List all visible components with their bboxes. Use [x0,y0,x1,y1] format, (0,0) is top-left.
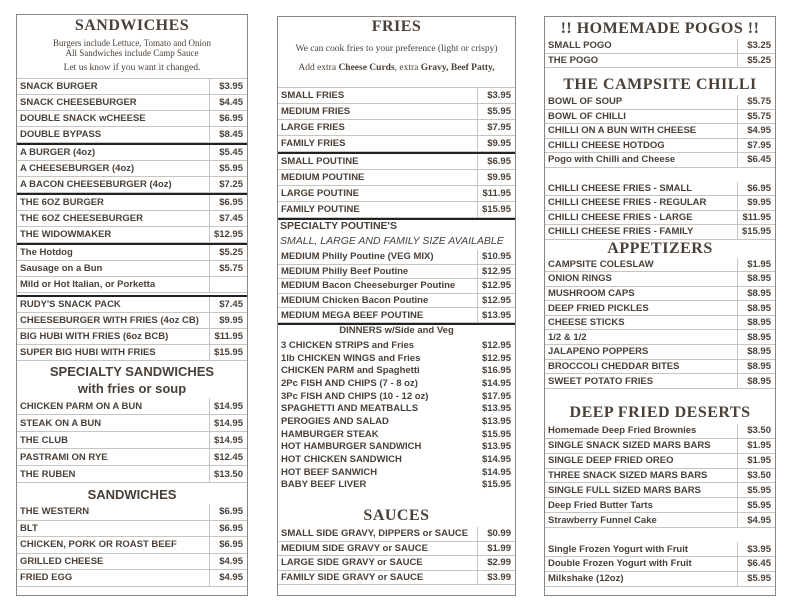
item-name: BROCCOLI CHEDDAR BITES [548,360,680,372]
item-name: CAMPSITE COLESLAW [548,258,654,270]
item-price: $7.25 [209,177,247,192]
menu-item [545,439,775,454]
item-name: Pogo with Chilli and Cheese [548,154,676,166]
item-price: $5.95 [477,104,515,119]
item-price: $6.95 [737,182,775,196]
sandwiches-title: SANDWICHES [74,17,190,34]
item-name: SMALL FRIES [281,90,345,101]
item-price: $6.95 [209,521,247,537]
menu-item [545,196,775,211]
item-price [209,277,247,292]
item-name: SMALL POGO [548,40,612,52]
menu-item [278,186,515,202]
item-price: $12.95 [477,279,515,293]
item-name: MEDIUM Chicken Bacon Poutine [281,295,429,307]
menu-item [278,466,515,479]
item-name: LARGE POUTINE [281,188,360,199]
item-price: $5.95 [737,572,775,586]
item-price: $2.99 [477,556,515,570]
menu-item [545,124,775,139]
deserts-list [545,424,775,528]
item-name: SUPER BIG HUBI WITH FRIES [20,347,156,358]
menu-item [278,527,515,542]
menu-item [278,390,515,403]
sandwich-list [17,504,247,587]
menu-item [545,225,775,240]
pogo-list [545,39,775,68]
item-name: The Hotdog [20,247,73,258]
menu-item [17,345,247,361]
item-name: CHILLI CHEESE FRIES - REGULAR [548,197,707,209]
item-price: $7.95 [737,139,775,153]
item-name: HOT HAMBURGER SANDWICH [281,441,422,453]
menu-item [278,542,515,557]
appetizers-title: APPETIZERS [607,239,713,257]
menu-item [545,330,775,345]
fries-note: We can cook fries to your preference (light or crispy) [295,44,498,54]
item-price: $6.95 [209,111,247,126]
item-price: $13.95 [477,308,515,322]
item-name: FRIED EGG [20,572,73,584]
item-name: SINGLE DEEP FRIED OREO [548,455,674,467]
menu-item [278,453,515,466]
menu-item [545,498,775,513]
item-name: LARGE FRIES [281,122,345,133]
specialty-sandwich-list [17,398,247,483]
menu-item [17,211,247,227]
menu-item [545,301,775,316]
menu-item [17,415,247,432]
appetizers-list [545,258,775,389]
item-price: $17.95 [481,390,511,402]
item-name: HAMBURGER STEAK [281,428,379,440]
item-price: $11.95 [477,186,515,201]
item-name: BIG HUBI WITH FRIES (6oz BCB) [20,331,169,342]
menu-item [278,415,515,428]
item-name: 2Pc FISH AND CHIPS (7 - 8 oz) [281,377,418,389]
menu-item [278,428,515,441]
item-name: RUDY'S SNACK PACK [20,299,121,310]
menu-item [17,398,247,415]
menu-item [17,79,247,95]
item-name: Sausage on a Bun [20,263,103,274]
item-price: $6.95 [477,154,515,169]
menu-item [278,294,515,309]
item-price: $12.95 [481,352,511,364]
item-name: Strawberry Funnel Cake [548,514,657,526]
burger-note: Burgers include Lettuce, Tomato and Onion [52,38,211,48]
menu-item [545,345,775,360]
item-name: THE 6OZ CHEESEBURGER [20,213,143,224]
item-name: CHILLI ON A BUN WITH CHEESE [548,125,697,137]
item-price: $8.95 [737,287,775,301]
hotdog-list [17,243,247,293]
item-name: FAMILY POUTINE [281,204,360,215]
item-name: PASTRAMI ON RYE [20,451,108,463]
item-price: $15.95 [481,428,511,440]
item-name: 1/2 & 1/2 [548,331,587,343]
item-price: $8.95 [737,301,775,315]
item-price: $5.25 [737,54,775,68]
extras-note: Add extra Cheese Curds, extra Gravy, Beef Patty, [298,63,495,73]
item-price: $3.95 [737,542,775,556]
item-name: CHEESE STICKS [548,317,625,329]
menu-item [545,316,775,331]
menu-item [17,245,247,261]
item-price: $5.95 [209,161,247,176]
item-name: MEDIUM Bacon Cheeseburger Poutine [281,280,456,292]
item-name: SWEET POTATO FRIES [548,375,654,387]
pogos-panel [544,16,776,596]
item-price: $13.95 [481,403,511,415]
item-price: $11.95 [737,211,775,225]
item-price: $9.95 [209,313,247,328]
item-price: $5.75 [737,110,775,124]
burger-list [17,78,247,143]
item-name: HOT CHICKEN SANDWICH [281,454,402,465]
item-name: CHEESEBURGER WITH FRIES (4oz CB) [20,315,199,326]
item-price: $1.95 [737,454,775,468]
item-price: $11.95 [209,329,247,344]
burger-6oz-list [17,193,247,243]
item-price: $6.95 [209,537,247,553]
item-name: CHILLI CHEESE HOTDOG [548,139,665,151]
item-price: $15.95 [209,345,247,360]
menu-item [278,170,515,186]
specialty-poutine-list [278,250,515,323]
chilli-title: THE CAMPSITE CHILLI [563,76,757,93]
menu-item [17,466,247,483]
menu-item [17,449,247,466]
item-name: JALAPENO POPPERS [548,346,649,358]
item-name: Deep Fried Butter Tarts [548,499,653,511]
item-price: $13.95 [481,441,511,453]
item-price: $7.45 [209,297,247,312]
menu-item [17,145,247,161]
item-price: $10.95 [477,250,515,264]
item-price: $3.50 [737,469,775,483]
item-name: SPAGHETTI AND MEATBALLS [281,403,419,415]
item-price: $1.95 [737,258,775,272]
item-price: $1.99 [477,542,515,556]
item-name: MEDIUM MEGA BEEF POUTINE [281,309,424,321]
item-name: THE RUBEN [20,468,76,480]
menu-item [17,521,247,538]
sauces-list [278,527,515,585]
item-name: DEEP FRIED PICKLES [548,302,649,314]
menu-item [278,479,515,492]
menu-item [17,261,247,277]
item-name: ONION RINGS [548,273,612,285]
item-price: $5.75 [209,261,247,276]
item-price: $9.95 [477,170,515,185]
sauces-title: SAUCES [363,507,430,525]
menu-item [17,570,247,587]
menu-item [17,504,247,521]
item-name: BLT [20,522,38,534]
menu-item [278,104,515,120]
item-name: Milkshake (12oz) [548,573,624,585]
item-price: $7.95 [477,120,515,135]
item-name: 1lb CHICKEN WINGS and Fries [281,352,421,364]
dinners-title: DINNERS w/Side and Veg [339,324,454,336]
menu-item [278,308,515,323]
item-price: $8.95 [737,345,775,359]
item-price: $4.95 [737,513,775,527]
fries-title: FRIES [371,18,422,35]
menu-item [17,537,247,554]
menu-item [17,277,247,293]
menu-item [545,54,775,69]
sandwiches-panel [16,14,248,596]
menu-item [545,542,775,557]
item-price: $15.95 [737,225,775,239]
item-name: BOWL OF CHILLI [548,110,626,122]
item-price: $12.95 [481,339,511,351]
menu-item [545,139,775,154]
pogos-title: !! HOMEMADE POGOS !! [560,20,760,37]
menu-item [545,153,775,168]
item-price: $12.95 [209,227,247,242]
item-price: $0.99 [477,527,515,541]
item-price: $6.45 [737,153,775,167]
menu-item [278,265,515,280]
item-price: $6.95 [209,195,247,210]
specialty-poutine-subtitle: SMALL, LARGE AND FAMILY SIZE AVAILABLE [280,235,504,247]
item-name: CHILLI CHEESE FRIES - SMALL [548,182,693,194]
item-name: MEDIUM Philly Beef Poutine [281,265,409,277]
item-price: $14.95 [481,466,511,478]
item-price: $4.95 [209,554,247,570]
item-price: $9.95 [477,136,515,151]
item-name: FAMILY SIDE GRAVY or SAUCE [281,571,424,583]
menu-item [17,161,247,177]
specialty-sandwiches-title: SPECIALTY SANDWICHES [49,364,215,379]
menu-item [278,440,515,453]
item-name: MUSHROOM CAPS [548,287,635,299]
menu-item [545,483,775,498]
menu-item [278,339,515,352]
item-name: Single Frozen Yogurt with Fruit [548,543,689,555]
item-price: $6.95 [209,504,247,520]
item-name: GRILLED CHEESE [20,555,104,567]
menu-item [17,95,247,111]
frozen-list [545,542,775,587]
menu-item [545,272,775,287]
item-name: 3Pc FISH AND CHIPS (10 - 12 oz) [281,390,429,402]
menu-item [17,297,247,313]
item-price: $16.95 [481,365,511,377]
item-price: $5.95 [737,498,775,512]
menu-item [17,111,247,127]
menu-item [545,454,775,469]
pack-list [17,295,247,361]
specialty-poutine-title: SPECIALTY POUTINE'S [280,220,398,232]
item-name: SINGLE SNACK SIZED MARS BARS [548,440,711,452]
menu-item [545,513,775,528]
menu-item [278,136,515,152]
menu-item [278,202,515,218]
item-price: $5.45 [209,145,247,160]
item-name: MEDIUM Philly Poutine (VEG MIX) [281,251,434,263]
menu-item [278,120,515,136]
item-name: Double Frozen Yogurt with Fruit [548,558,692,570]
item-price: $5.95 [737,483,775,497]
item-name: THE CLUB [20,434,69,446]
menu-item [545,424,775,439]
item-name: BOWL OF SOUP [548,96,623,108]
item-name: CHICKEN PARM and Spaghetti [281,365,420,377]
item-price: $3.50 [737,424,775,438]
item-name: MEDIUM POUTINE [281,172,365,183]
item-price: $9.95 [737,196,775,210]
chilli-fries-list [545,182,775,240]
item-name: HOT BEEF SANWICH [281,466,378,478]
item-price: $6.45 [737,557,775,571]
item-name: A BACON CHEESEBURGER (4oz) [20,179,172,190]
item-name: Mild or Hot Italian, or Porketta [20,279,156,290]
item-price: $8.95 [737,330,775,344]
item-price: $14.95 [209,415,247,431]
item-price: $3.95 [209,79,247,94]
item-price: $14.95 [481,454,511,465]
item-name: SNACK BURGER [20,81,98,92]
item-price: $7.45 [209,211,247,226]
menu-item [545,360,775,375]
menu-item [545,469,775,484]
item-price: $12.45 [209,449,247,465]
item-price: $14.95 [481,377,511,389]
dinners-list [278,339,515,491]
item-price: $4.95 [737,124,775,138]
item-name: THE 6OZ BURGER [20,197,104,208]
menu-item [278,556,515,571]
fries-list [278,87,515,152]
menu-item [17,313,247,329]
item-name: THE WESTERN [20,506,90,518]
item-price: $5.25 [209,245,247,260]
item-price: $8.45 [209,127,247,142]
item-name: STEAK ON A BUN [20,417,102,429]
item-name: THE POGO [548,54,599,66]
menu-item [278,154,515,170]
menu-item [545,110,775,125]
item-price: $14.95 [209,432,247,448]
menu-item [17,554,247,571]
item-name: FAMILY FRIES [281,138,346,149]
burger-4oz-list [17,143,247,193]
menu-item [278,250,515,265]
sandwiches-subtitle: SANDWICHES [87,487,177,502]
item-name: Homemade Deep Fried Brownies [548,425,697,437]
item-name: DOUBLE BYPASS [20,129,102,140]
item-name: PEROGIES AND SALAD [281,415,389,427]
menu-item [278,352,515,365]
menu-item [545,258,775,273]
menu-item [545,211,775,226]
fries-panel [277,16,516,596]
menu-item [17,177,247,193]
item-name: SINGLE FULL SIZED MARS BARS [548,484,701,496]
menu-item [278,402,515,415]
menu-item [545,39,775,54]
item-price: $15.95 [477,202,515,217]
item-price: $8.95 [737,272,775,286]
menu-item [545,557,775,572]
item-price: $4.45 [209,95,247,110]
menu-item [17,127,247,143]
item-name: A CHEESEBURGER (4oz) [20,163,135,174]
chilli-list [545,95,775,168]
item-name: SNACK CHEESEBURGER [20,97,137,108]
item-name: CHILLI CHEESE FRIES - FAMILY [548,226,694,238]
deserts-title: DEEP FRIED DESERTS [569,403,751,421]
menu-item [17,432,247,449]
item-name: MEDIUM SIDE GRAVY or SAUCE [281,542,428,554]
item-name: THE WIDOWMAKER [20,229,112,240]
menu-item [545,182,775,197]
item-price: $14.95 [209,398,247,414]
menu-item [545,572,775,587]
menu-item [278,571,515,586]
item-price: $13.95 [481,415,511,427]
item-name: DOUBLE SNACK wCHEESE [20,113,146,124]
item-name: A BURGER (4oz) [20,147,96,158]
menu-item [545,374,775,389]
item-price: $15.95 [481,479,511,491]
item-price: $8.95 [737,374,775,388]
item-name: SMALL POUTINE [281,156,359,167]
item-name: LARGE SIDE GRAVY or SAUCE [281,557,423,569]
item-name: SMALL SIDE GRAVY, DIPPERS or SAUCE [281,528,469,540]
item-price: $3.95 [477,88,515,103]
change-note: Let us know if you want it changed. [63,63,201,73]
menu-item [278,364,515,377]
item-price: $12.95 [477,265,515,279]
menu-item [17,329,247,345]
sandwich-note: All Sandwiches include Camp Sauce [65,48,199,58]
item-price: $5.75 [737,95,775,109]
item-price: $12.95 [477,294,515,308]
menu-item [278,88,515,104]
item-price: $8.95 [737,316,775,330]
item-name: CHICKEN, PORK OR ROAST BEEF [20,539,177,551]
menu-item [545,95,775,110]
menu-item [17,227,247,243]
item-price: $3.99 [477,571,515,585]
specialty-sandwiches-subtitle: with fries or soup [77,381,187,396]
item-name: THREE SNACK SIZED MARS BARS [548,469,708,481]
item-name: CHICKEN PARM ON A BUN [20,400,143,412]
menu-item [545,287,775,302]
menu-item [278,377,515,390]
poutine-list [278,152,515,218]
item-price: $1.95 [737,439,775,453]
item-price: $13.50 [209,466,247,482]
item-name: BABY BEEF LIVER [281,479,367,491]
item-name: CHILLI CHEESE FRIES - LARGE [548,211,693,223]
menu-item [17,195,247,211]
item-name: MEDIUM FRIES [281,106,351,117]
menu-item [278,279,515,294]
item-price: $4.95 [209,570,247,586]
item-price: $3.25 [737,39,775,53]
item-name: 3 CHICKEN STRIPS and Fries [281,339,415,351]
item-price: $8.95 [737,360,775,374]
